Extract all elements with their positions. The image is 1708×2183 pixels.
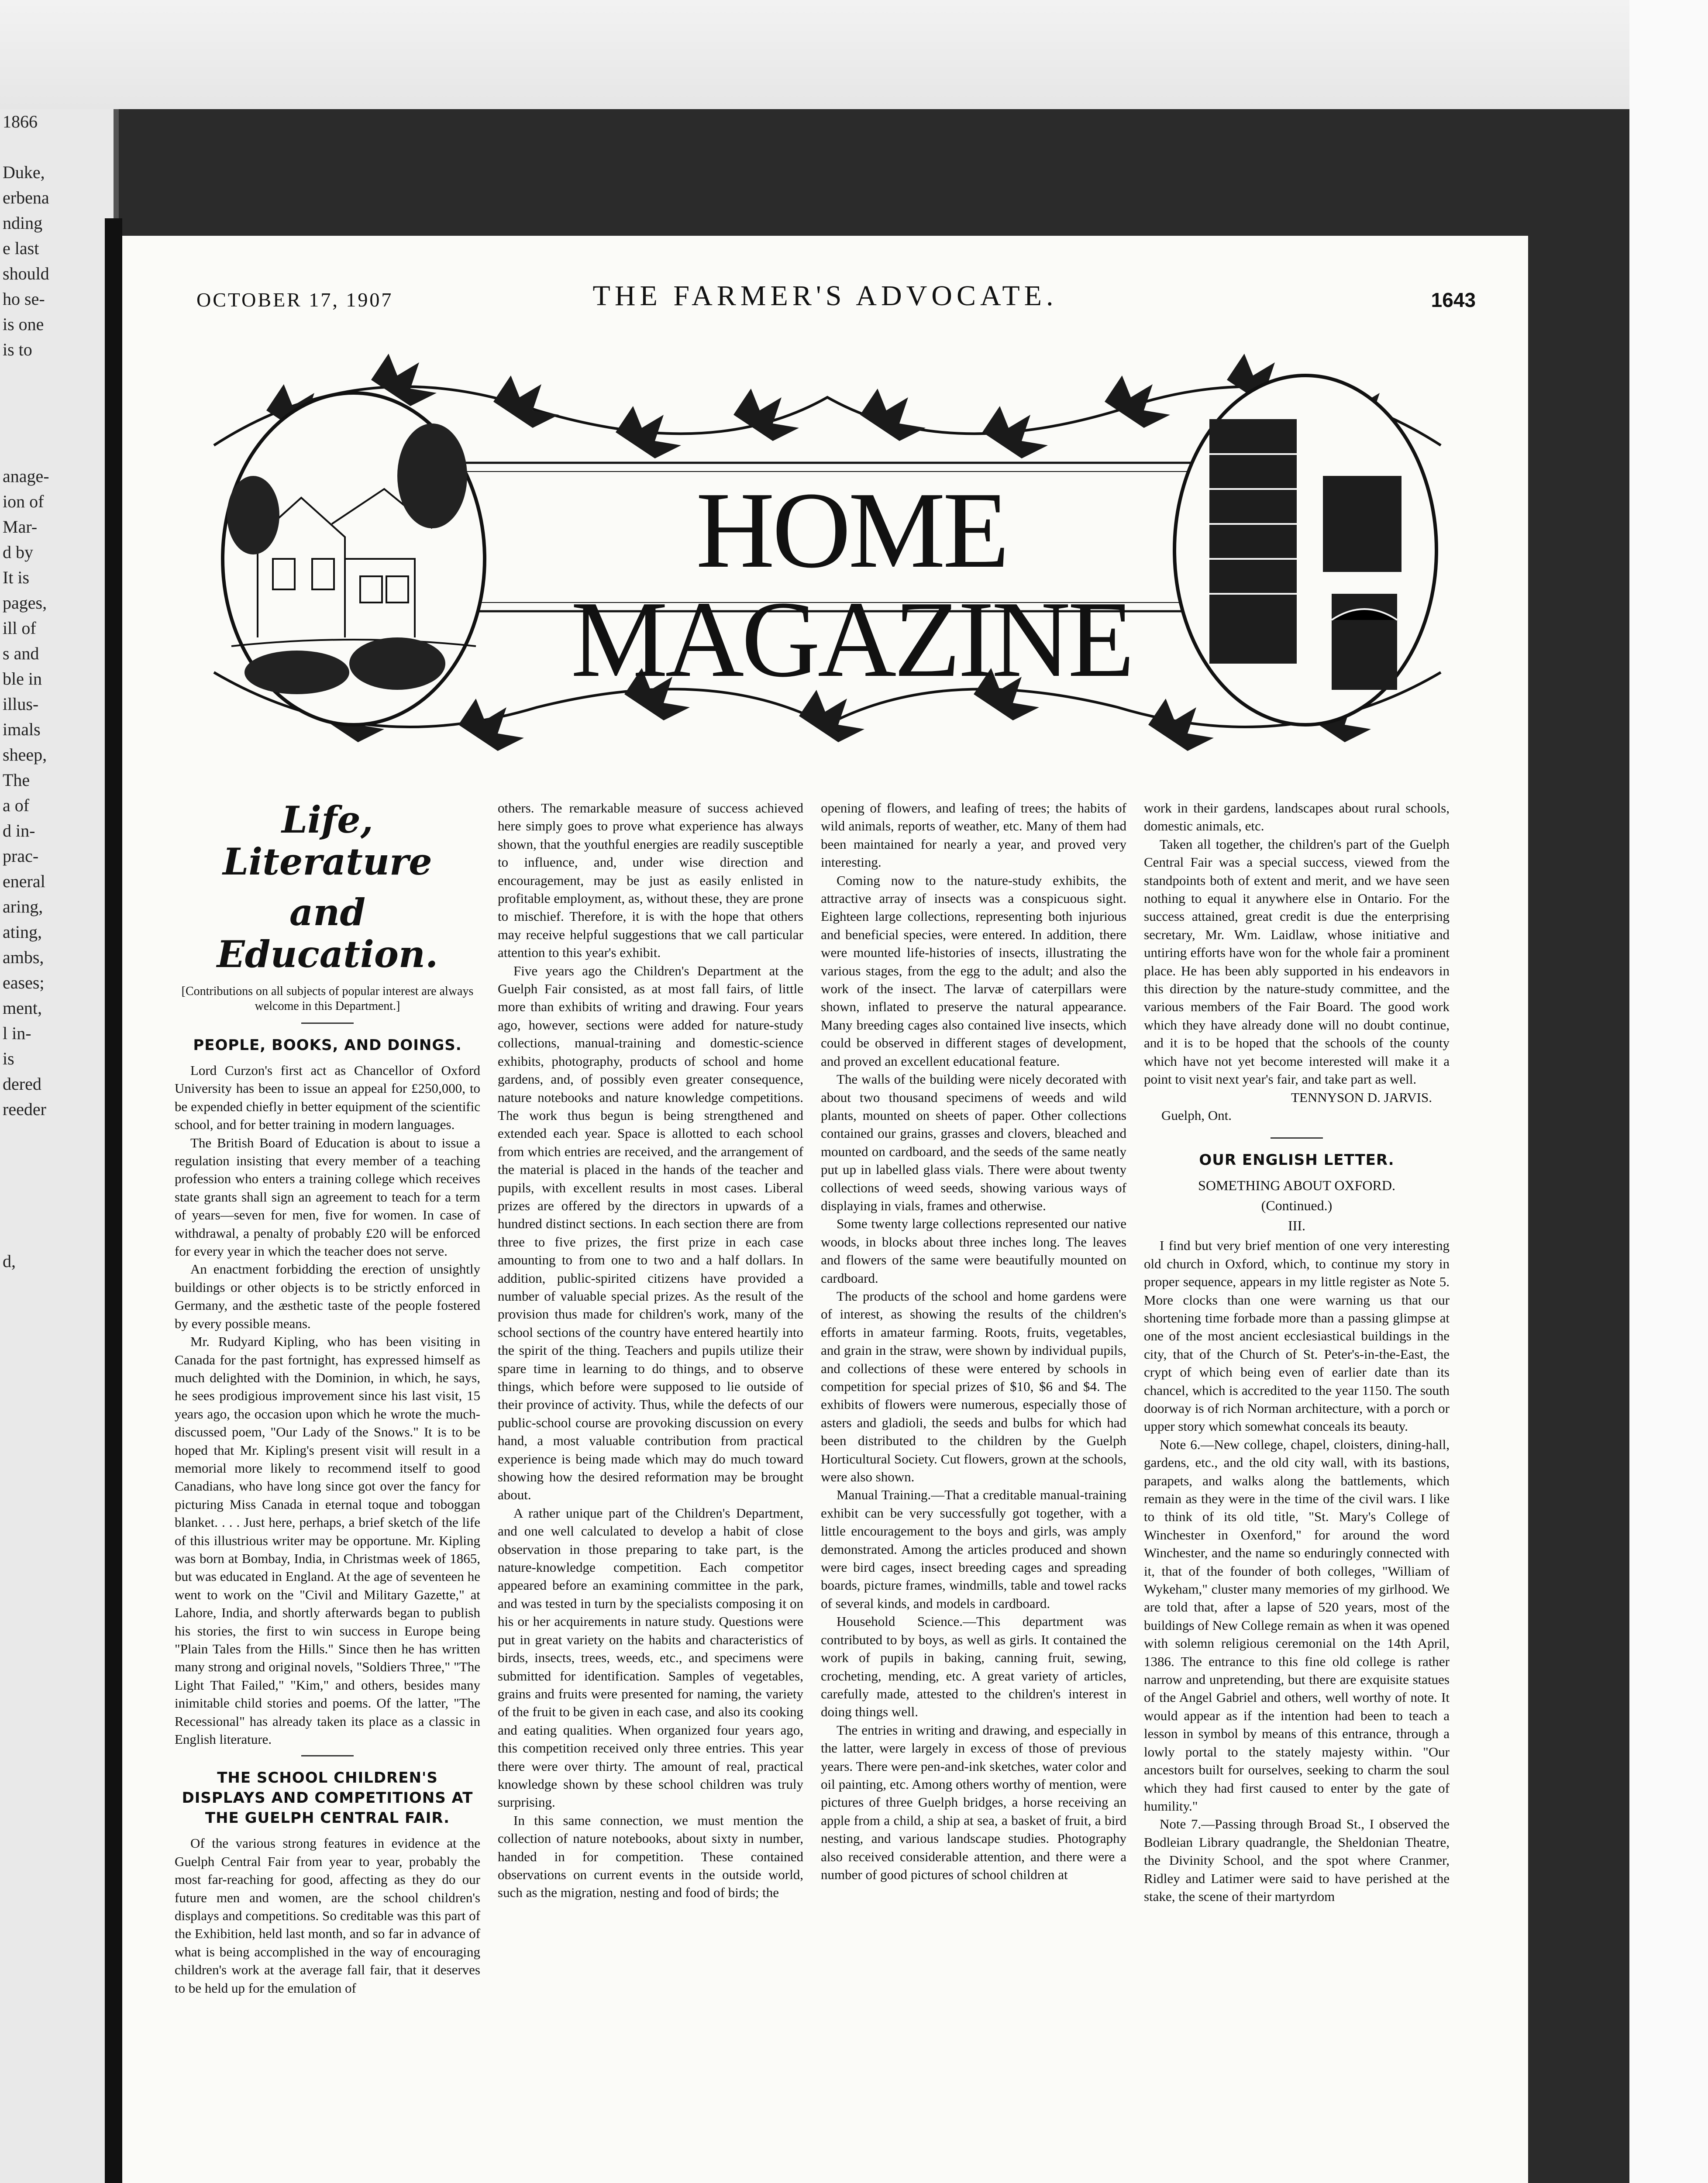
previous-page-fragment: s and <box>3 644 39 663</box>
paragraph: An enactment forbidding the erection of unsightly buildings or other objects is to be strictly enforced in Germany, and the æsthetic taste of the people fostered by every possible means. <box>175 1261 480 1331</box>
previous-page-fragment <box>0 134 114 160</box>
previous-page-fragment <box>0 1603 114 1629</box>
previous-page-fragment <box>0 1375 114 1401</box>
previous-page-fragment: should <box>3 264 49 283</box>
previous-page-fragment <box>0 1147 114 1173</box>
paragraph: The entries in writing and drawing, and especially in the latter, were largely in excess of those of previous years. There were pen-and-ink sketches, water color and oil painting, etc. Among others worthy of mention, were pictures of three Guelph bridges, a horse receiving an apple from a child, a ship at sea, a basket of fruit, a bird nesting, and various landscape studies. Photography also received considerable attention, and there were a number of good pictures of school children at <box>821 1722 1126 1882</box>
section-title-line-1: Life, Literature <box>223 798 432 883</box>
previous-page-fragment <box>0 2160 114 2183</box>
column-1 <box>175 799 480 1997</box>
paragraph: In this same connection, we must mention the collection of nature notebooks, about sixty in number, handed in for competition. These contained observations on current events in the outside world, such as the migration, nesting and food of birds; the <box>498 1812 803 1901</box>
paragraph: Manual Training.—That a creditable manual-training exhibit can be very successfully got together, with a little encouragement to the boys and girls, was amply demonstrated. Among the articles produced and shown were bird cages, insect breeding cages and spreading boards, picture frames, windmills, table and towel racks of several kinds, and models in cardboard. <box>821 1487 1126 1611</box>
previous-page-fragment <box>0 2084 114 2110</box>
previous-page-fragment <box>0 1958 114 1983</box>
section-title-line-2: and Education. <box>217 891 438 976</box>
previous-page-fragment <box>0 1477 114 1502</box>
divider <box>1271 1137 1323 1139</box>
previous-page-fragment: sheep, <box>3 745 47 764</box>
paragraph: The products of the school and home gardens were of interest, as showing the results of the children's efforts in amateur farming. Roots, fruits, vegetables, and grain in the straw, were shown by individual pupils, and collections of these were entered by schools in competition for special prizes of $10, $6 and $4. The exhibits of flowers were numerous, especially those of asters and gladioli, the seeds and bulbs for which had been distributed to the children by the Guelph Horticultural Society. Cut flowers, grown at the schools, were also shown. <box>821 1288 1126 1485</box>
previous-page-fragment <box>0 1401 114 1426</box>
previous-page-fragment: d by <box>3 542 33 562</box>
film-margin-top <box>0 0 1708 109</box>
previous-page-fragment: d, <box>3 1251 16 1271</box>
previous-page-fragment: imals <box>3 720 41 739</box>
previous-page-fragment <box>0 1654 114 1679</box>
previous-page-fragment: reeder <box>3 1099 46 1119</box>
previous-page-fragment: It is <box>3 568 30 587</box>
previous-page-fragment <box>0 2059 114 2084</box>
previous-page-fragment <box>0 438 114 464</box>
previous-page-fragment: pages, <box>3 593 47 613</box>
previous-page-fragment: The <box>3 770 30 790</box>
previous-page-fragment <box>0 1122 114 1147</box>
magazine-page <box>122 236 1528 2183</box>
previous-page-fragment <box>0 2135 114 2160</box>
previous-page-fragment <box>0 1299 114 1325</box>
previous-page-fragment <box>0 1679 114 1704</box>
previous-page-fragment <box>0 1223 114 1249</box>
previous-page-fragment: illus- <box>3 694 39 714</box>
previous-page-fragment <box>0 1882 114 1907</box>
previous-page-fragment <box>0 413 114 438</box>
previous-page-fragment <box>0 1856 114 1882</box>
previous-page-fragment <box>0 1527 114 1553</box>
previous-page-fragment: aring, <box>3 897 43 916</box>
paragraph: A rather unique part of the Children's Department, and one well calculated to develop a habit of close observation in those preparing to take part, is the nature-knowledge competition. Each competitor appeared before an examining committee in the park, and was tested in turn by the specialists composing it on his or her acquirements in nature study. Questions were put in great variety on the habits and characteristics of birds, insects, trees, weeds, etc., and specimens were submitted for identification. Samples of vegetables, grains and fruits were presented for naming, the variety of the fruit to be given in each case, and also its cooking and eating qualities. When organized four years ago, this competition received only three entries. This year there were over thirty. The amount of real, practical knowledge shown by these school children was truly surprising. <box>498 1505 803 1810</box>
previous-page-fragment <box>0 1426 114 1451</box>
divider <box>301 1023 354 1024</box>
previous-page-fragment: ill of <box>3 618 36 638</box>
previous-page-fragment <box>0 1274 114 1299</box>
previous-page-fragment <box>0 1451 114 1477</box>
previous-page-fragment: prac- <box>3 846 39 866</box>
previous-page-fragment: ambs, <box>3 947 44 967</box>
previous-page-fragment <box>0 1730 114 1755</box>
previous-page-fragment: e last <box>3 238 39 258</box>
paragraph: Coming now to the nature-study exhibits, the attractive array of insects was a conspicuous sight. Eighteen large collections, representing both injurious and beneficial species, were entered. In addition, there were mounted life-histories of insects, illustrating the various stages, from the egg to the adult; and also the work of the insect. The larvæ of caterpillars were shown, inflated to preserve the natural appearance. Many breeding cages also contained live insects, which could be observed in different stages of development, and proved an excellent educational feature. <box>821 872 1126 1069</box>
previous-page-fragment <box>0 1704 114 1730</box>
previous-page-fragment: ho se- <box>3 289 45 309</box>
previous-page-fragment: ating, <box>3 922 42 942</box>
article-heading-english-letter: OUR ENGLISH LETTER. <box>1199 1151 1395 1169</box>
previous-page-fragment: Mar- <box>3 517 38 537</box>
paragraph: Note 7.—Passing through Broad St., I observed the Bodleian Library quadrangle, the Sheldonian Theatre, the Divinity School, and the spot where Cranmer, Ridley and Latimer were said to have perished at the stake, the scene of their martyrdom <box>1144 1816 1450 1904</box>
paragraph: Some twenty large collections represented our native woods, in blocks about three inches long. The leaves and flowers of the same were beautifully mounted on cardboard. <box>821 1216 1126 1286</box>
previous-page-fragment: 1866 <box>3 112 38 131</box>
paragraph: The British Board of Education is about to issue a regulation insisting that every member of a teaching profession who enters a training college which receives state grants shall sign an agreement to teach for a term of years—seven for men, five for women. In case of withdrawal, a penalty of probably £20 will be enforced for every year in which the teacher does not serve. <box>175 1135 480 1259</box>
article-heading-school-children: THE SCHOOL CHILDREN'S DISPLAYS AND COMPETITIONS AT THE GUELPH CENTRAL FAIR. <box>182 1769 473 1827</box>
previous-page-fragment: dered <box>3 1074 41 1094</box>
previous-page-fragment <box>0 1325 114 1350</box>
previous-page-fragment: ble in <box>3 669 42 689</box>
previous-page-fragment: is to <box>3 340 32 359</box>
previous-page-fragment: is one <box>3 314 44 334</box>
paragraph: opening of flowers, and leafing of trees; the habits of wild animals, reports of weather, etc. Many of them had been maintained for nearly a year, and proved very interesting. <box>821 800 1126 870</box>
column-2 <box>498 799 803 1902</box>
paragraph: I find but very brief mention of one very interesting old church in Oxford, which, to continue my story in proper sequence, appears in my little register as Note 5. More clocks than one were warning us that our shortening time forbade more than a passing glimpse at one of the most ancient ecclesiastical buildings in the city, that of the Church of St. Peter's-in-the-East, the crypt of which being even of earlier date than its chancel, which is accredited to the year 1150. The south doorway is of rich Norman architecture, with a porch or upper story which somewhat conceals its beauty. <box>1144 1238 1450 1434</box>
previous-page-fragment: Duke, <box>3 162 45 182</box>
previous-page-edge <box>0 109 119 2183</box>
previous-page-fragment <box>0 1629 114 1654</box>
page-header <box>122 236 1528 323</box>
paragraph: Taken all together, the children's part of the Guelph Central Fair was a special success, viewed from the standpoints both of extent and merit, and we have seen nothing to equal it anywhere else in Ontario. For the success attained, great credit is due the enterprising secretary, Mr. Wm. Laidlaw, whose initiative and untiring efforts have won for the whole fair a prominent place. He has been ably supported in his endeavors in this direction by the nature-study committee, and the various members of the Fair Board. The good work which they have already done will no doubt continue, and it is to be hoped that the schools of the county which have not yet become interested will make it a point to visit next year's fair, and take part as well. <box>1144 836 1450 1087</box>
previous-page-fragment <box>0 1553 114 1578</box>
previous-page-fragment <box>0 1932 114 1958</box>
author-signature: TENNYSON D. JARVIS. <box>1291 1089 1432 1105</box>
previous-page-fragment <box>0 1780 114 1806</box>
paragraph: Of the various strong features in evidence at the Guelph Central Fair from year to year, probably the most far-reaching for good, affecting as they do our future men and women, are the school children's displays and competitions. So creditable was this part of the Exhibition, held last month, and so far in advance of what is being accomplished in the way of encouraging children's work at the average fall fair, that it deserves to be held up for the emulation of <box>175 1835 480 1996</box>
film-margin-right <box>1629 0 1708 2183</box>
previous-page-fragment <box>0 1173 114 1198</box>
author-location: Guelph, Ont. <box>1161 1107 1232 1123</box>
previous-page-fragment: eneral <box>3 871 45 891</box>
previous-page-fragment: erbena <box>3 188 49 207</box>
column-4 <box>1144 799 1450 1905</box>
previous-page-fragment <box>0 362 114 388</box>
paragraph: Lord Curzon's first act as Chancellor of Oxford University has been to issue an appeal for £250,000, to be expended chiefly in better equipment of the scientific school, and for better training in modern languages. <box>175 1063 480 1133</box>
page-number: 1643 <box>1431 289 1476 311</box>
previous-page-fragment <box>0 1806 114 1831</box>
column-3 <box>821 799 1126 1883</box>
paragraph: Household Science.—This department was contributed to by boys, as well as girls. It contained the work of pupils in baking, canning fruit, sewing, crocheting, mending, etc. A great variety of articles, carefully made, attested to the children's interest in doing things well. <box>821 1614 1126 1720</box>
paragraph: Five years ago the Children's Department at the Guelph Fair consisted, as at most fall fairs, of little more than exhibits of writing and drawing. Four years ago, however, sections were added for nature-study collections, manual-training and domestic-science exhibits, photography, products of school and home gardens, and, of possibly even greater consequence, nature notebooks and nature knowledge competitions. The work thus begun is being strengthened and extended each year. Space is allotted to each school from which entries are received, and the arrangement of the material is placed in the hands of the teacher and pupils, with excellent results in most cases. Liberal prizes are offered by the directors in upwards of a hundred distinct sections. In each section there are from three to five prizes, the first prize in each case amounting to from one to two and a half dollars. In addition, public-spirited citizens have provided a number of valuable special prizes. As the result of the provision thus made for children's work, many of the school sections of the country have entered heartily into the spirit of the thing. Teachers and pupils utilize their spare time in learning to do things, and to observe things, which before were supposed to lie outside of their province of activity. Thus, while the defects of our public-school course are provoking discussion on every hand, a most valuable contribution from practical experience is being made which may do much toward showing how the desired reformation may be brought about. <box>498 963 803 1503</box>
previous-page-fragment <box>0 1907 114 1932</box>
previous-page-fragment <box>0 1755 114 1780</box>
publication-title: THE FARMER'S ADVOCATE. <box>592 280 1058 312</box>
paragraph: Note 6.—New college, chapel, cloisters, dining-hall, gardens, etc., and the old city wall, with its bastions, parapets, and walks along the battlements, which remain as they were in the time of the civil wars. I like to think of its old title, "St. Mary's College of Winchester in Oxenford," for around the word Winchester, and the name so enduringly connected with it, that of the founder of both colleges, "William of Wykeham," cluster many memories of my girlhood. We are told that, after a lapse of 520 years, most of the buildings of New College remain as when it was opened with solemn religious ceremonial on the 14th April, 1386. The entrance to this fine old college is rather narrow and unpretending, but there are exquisite statues of the Angel Gabriel and others, well worthy of note. It would appear as if the intention had been to teach a lesson in symbol by means of this entrance, through a lowly portal to the stately majesty within. "Our ancestors built for ourselves, seeking to charm the soul which they had first caused to enter by the gate of humility." <box>1144 1436 1450 1814</box>
previous-page-fragment: ment, <box>3 998 42 1018</box>
previous-page-fragment <box>0 1831 114 1856</box>
paragraph: others. The remarkable measure of success achieved here simply goes to prove what experience has always shown, that the youthful energies are readily susceptible to influence, and, under wise direction and encouragement, may be just as easily enlisted in profitable employment, as, without these, they are prone to mischief. Therefore, it is with the hope that others may receive helpful suggestions that we call particular attention to this year's exhibit. <box>498 800 803 961</box>
previous-page-fragment <box>0 2008 114 2034</box>
previous-page-fragment: a of <box>3 795 30 815</box>
continued-note: (Continued.) <box>1261 1198 1333 1214</box>
previous-page-fragment: d in- <box>3 821 35 840</box>
previous-page-fragment: anage- <box>3 466 49 486</box>
previous-page-fragment <box>0 2034 114 2059</box>
previous-page-fragment: eases; <box>3 973 45 992</box>
previous-page-fragment <box>0 1502 114 1527</box>
paragraph: Mr. Rudyard Kipling, who has been visiting in Canada for the past fortnight, has expressed himself as much delighted with the Dominion, in which, he says, he sees prodigious improvement since his last visit, 15 years ago, the occasion upon which he wrote the much-discussed poem, "Our Lady of the Snows." It is to be hoped that Mr. Kipling's present visit will result in a memorial more likely to recommend itself to good Canadians, who have long since got over the fancy for picturing Miss Canada in eternal toque and toboggan blanket. . . . Just here, perhaps, a brief sketch of the life of this illustrious writer may be opportune. Mr. Kipling was born at Bombay, India, in Christmas week of 1865, but was educated in England. At the age of seventeen he went to work on the "Civil and Military Gazette," at Lahore, India, and shortly afterwards began to publish his stories, the first to win success in Europe being "Plain Tales from the Hills." Since then he has written many strong and original novels, "Soldiers Three," "The Light That Failed," "Kim," and others, besides many inimitable child stories and poems. Of the latter, "The Recessional" has already taken its place as a classic in English literature. <box>175 1334 480 1747</box>
article-subheading: SOMETHING ABOUT OXFORD. <box>1198 1178 1395 1194</box>
issue-date: OCTOBER 17, 1907 <box>196 289 393 311</box>
paragraph: The walls of the building were nicely decorated with about two thousand specimens of weeds and wild plants, mounted on sheets of paper. Other collections contained our grains, grasses and clovers, bleached and mounted on cardboard, and the seeds of the same neatly put up in labelled glass vials. There were about twenty collections of weed seeds, showing various ways of displaying in vials, frames and otherwise. <box>821 1071 1126 1213</box>
previous-page-fragment <box>0 1198 114 1223</box>
part-number: III. <box>1288 1218 1305 1234</box>
page-gutter-shadow <box>105 218 122 2183</box>
previous-page-fragment <box>0 1350 114 1375</box>
banner-title: HOME MAGAZINE <box>571 470 1132 700</box>
previous-page-fragment <box>0 2110 114 2135</box>
contribution-note: [Contributions on all subjects of popular interest are always welcome in this Department.] <box>181 985 474 1013</box>
previous-page-fragment <box>0 1983 114 2008</box>
previous-page-fragment: nding <box>3 213 43 233</box>
previous-page-fragment <box>0 1578 114 1603</box>
previous-page-fragment: is <box>3 1049 14 1068</box>
previous-page-fragment: l in- <box>3 1023 31 1043</box>
previous-page-fragment: ion of <box>3 492 44 511</box>
paragraph: work in their gardens, landscapes about rural schools, domestic animals, etc. <box>1144 800 1450 834</box>
previous-page-fragment <box>0 388 114 413</box>
article-heading-people-books: PEOPLE, BOOKS, AND DOINGS. <box>193 1036 462 1054</box>
home-magazine-banner <box>188 332 1467 768</box>
divider <box>301 1755 354 1756</box>
